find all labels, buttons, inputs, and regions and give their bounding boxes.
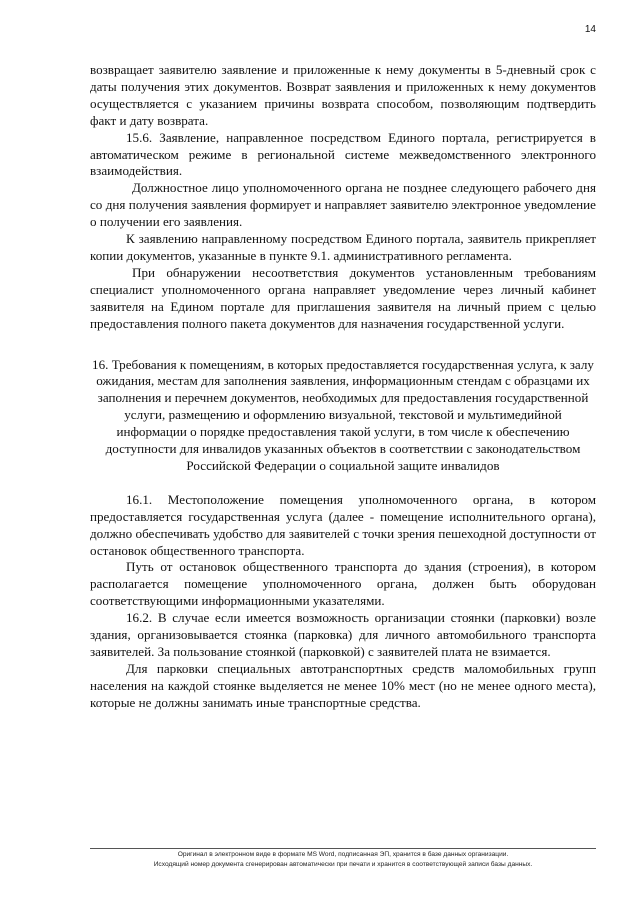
paragraph-mismatch-notice: При обнаружении несоответствия документов установленным требованиям специалист уполномоченного органа направляет уведомление через личный кабинет заявителя на Едином портале для приглашения заявителя на личный прием с целью предоставления полного пакета документов для назначения государственной услуги. [90, 264, 596, 331]
paragraph-disabled-parking: Для парковки специальных автотранспортных средств маломобильных групп населения на каждой стоянке выделяется не менее 10% мест (но не менее одного места), которые не должны занимать иные транспортные средства. [90, 660, 596, 710]
paragraph-return-documents: возвращает заявителю заявление и приложенные к нему документы в 5-дневный срок с даты получения этих документов. Возврат заявления и приложенных к нему документов осуществляется с указанием причины возврата способом, позволяющим подтвердить факт и дату возврата. [90, 62, 596, 128]
document-footer [90, 850, 596, 870]
paragraph-attach-copies: К заявлению направленному посредством Единого портала, заявитель прикрепляет копии документов, указанные в пункте 9.1. административного регламента. [90, 231, 596, 263]
paragraph-path-signs: Путь от остановок общественного транспорта до здания (строения), в котором располагается помещение уполномоченного органа, должен быть оборудован соответствующими информационными указателями. [90, 559, 596, 609]
paragraph-official-notification: Должностное лицо уполномоченного органа не позднее следующего рабочего дня со дня получения заявления формирует и направляет заявителю электронное уведомление о получении его заявления. [90, 180, 596, 230]
document-body [90, 62, 596, 712]
paragraph-16-1: 16.1. Местоположение помещения уполномоченного органа, в котором предоставляется государственная услуга (далее - помещение исполнительного органа), должно обеспечивать удобство для заявителей с точки зрения пешеходной доступности от остановок общественного транспорта. [90, 491, 596, 558]
paragraph-16-2: 16.2. В случае если имеется возможность организации стоянки (парковки) возле здания, организовывается стоянка (парковка) для личного автомобильного транспорта заявителей. За пользование стоянкой (парковкой) с заявителей плата не взимается. [90, 610, 596, 659]
footer-line-original: Оригинал в электронном виде в формате MS Word, подписанная ЭП, хранится в базе данных организации. [177, 851, 509, 858]
section-heading-16: 16. Требования к помещениям, в которых предоставляется государственная услуга, к залу ожидания, местам для заполнения заявления, информационным стендам с образцами их заполнения и перечнем документов, необходимых для предоставления государственной услуги, размещению и оформлению визуальной, текстовой и мультимедийной информации о порядке предоставления такой услуги, в том числе к обеспечению доступности для инвалидов указанных объектов в соответствии с законодательством Российской Федерации о социальной защите инвалидов [92, 356, 594, 473]
paragraph-15-6: 15.6. Заявление, направленное посредством Единого портала, регистрируется в автоматическом режиме в региональной системе межведомственного электронного взаимодействия. [90, 129, 596, 179]
page-number: 14 [584, 24, 596, 35]
footer-line-outgoing-number: Исходящий номер документа сгенерирован автоматически при печати и хранится в соответствующей записи базы данных. [153, 861, 533, 868]
footer-divider [90, 848, 596, 849]
